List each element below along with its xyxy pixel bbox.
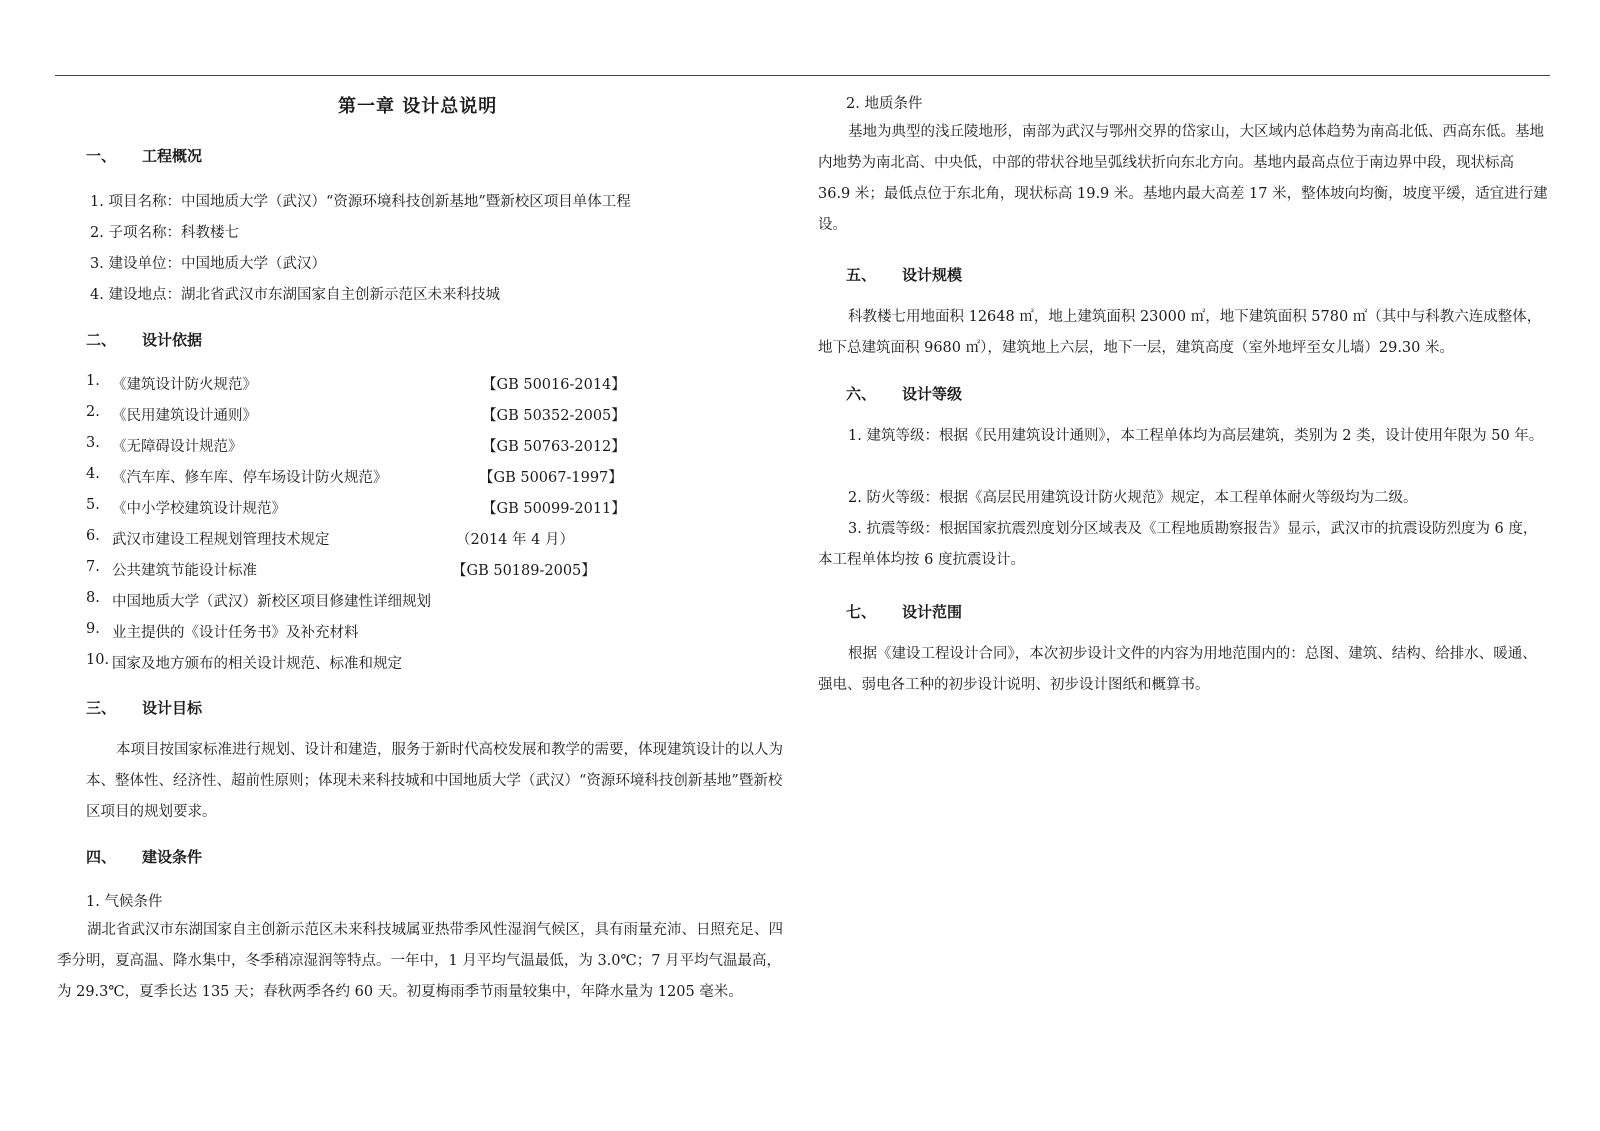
top-rule — [55, 75, 1550, 76]
list-item: 1. 项目名称：中国地质大学（武汉）“资源环境科技创新基地”暨新校区项目单体工程 — [90, 194, 631, 210]
ref-code: 【GB 50099-2011】 — [482, 501, 626, 517]
s7-heading: 设计范围 — [902, 603, 963, 621]
ref-code: 【GB 50189-2005】 — [452, 563, 596, 579]
ref-name: 公共建筑节能设计标准 — [112, 563, 257, 579]
ref-name: 《无障碍设计规范》 — [112, 439, 243, 455]
s3-number: 三、 — [86, 699, 117, 717]
ref-code: 【GB 50067-1997】 — [479, 470, 623, 486]
ref-code: 【GB 50352-2005】 — [482, 408, 626, 424]
ref-code: 【GB 50763-2012】 — [482, 439, 626, 455]
s2-heading: 设计依据 — [142, 331, 203, 349]
s4-number: 四、 — [86, 848, 117, 866]
s4-heading: 建设条件 — [142, 848, 203, 866]
s4-climate-title: 1. 气候条件 — [86, 894, 163, 910]
ref-number: 5. — [86, 497, 100, 513]
ref-name: 中国地质大学（武汉）新校区项目修建性详细规划 — [112, 594, 431, 610]
s6-paragraph: 3. 抗震等级：根据国家抗震烈度划分区域表及《工程地质勘察报告》显示，武汉市的抗震设防烈度为 6 度，本工程单体均按 6 度抗震设计。 — [818, 521, 1538, 568]
ref-number: 1. — [86, 373, 100, 389]
ref-name: 武汉市建设工程规划管理技术规定 — [112, 532, 330, 548]
ref-code: （2014 年 4 月） — [456, 532, 574, 548]
s7-number: 七、 — [846, 603, 877, 621]
ref-number: 9. — [86, 621, 100, 637]
s4-climate-paragraph: 湖北省武汉市东湖国家自主创新示范区未来科技城属亚热带季风性湿润气候区，具有雨量充沛、日照充足、四季分明，夏高温、降水集中，冬季稍凉湿润等特点。一年中，1 月平均气温最低，为 3.0℃；7 月平均气温最高，为 29.3℃，夏季长达 135 天；春秋两季各约 60 天。初夏梅雨季节雨量较集中，年降水量为 1205 毫米。 — [57, 922, 783, 1000]
list-item: 4. 建设地点：湖北省武汉市东湖国家自主创新示范区未来科技城 — [90, 287, 500, 303]
ref-name: 《汽车库、修车库、停车场设计防火规范》 — [112, 470, 388, 486]
s4-geology-title: 2. 地质条件 — [846, 96, 923, 112]
s3-heading: 设计目标 — [142, 699, 203, 717]
ref-name: 《民用建筑设计通则》 — [112, 408, 257, 424]
ref-number: 10. — [86, 652, 110, 668]
s5-paragraph: 科教楼七用地面积 12648 ㎡，地上建筑面积 23000 ㎡，地下建筑面积 5780 ㎡（其中与科教六连成整体，地下总建筑面积 9680 ㎡），建筑地上六层，地下一层，建筑高度（室外地坪至女儿墙）29.30 米。 — [818, 309, 1542, 356]
ref-number: 2. — [86, 404, 100, 420]
s6-heading: 设计等级 — [902, 385, 963, 403]
s6-number: 六、 — [846, 385, 877, 403]
s7-paragraph: 根据《建设工程设计合同》，本次初步设计文件的内容为用地范围内的：总图、建筑、结构、给排水、暖通、强电、弱电各工种的初步设计说明、初步设计图纸和概算书。 — [818, 646, 1537, 693]
ref-number: 4. — [86, 466, 100, 482]
ref-name: 《建筑设计防火规范》 — [112, 377, 257, 393]
s4-geology-paragraph: 基地为典型的浅丘陵地形，南部为武汉与鄂州交界的岱家山，大区域内总体趋势为南高北低、西高东低。基地内地势为南北高、中央低，中部的带状谷地呈弧线状折向东北方向。基地内最高点位于南边界中段，现状标高 36.9 米；最低点位于东北角，现状标高 19.9 米。基地内最大高差 17 米，整体坡向均衡，坡度平缓，适宜进行建设。 — [818, 124, 1548, 233]
s5-heading: 设计规模 — [902, 266, 963, 284]
s2-number: 二、 — [86, 331, 117, 349]
ref-number: 3. — [86, 435, 100, 451]
ref-name: 国家及地方颁布的相关设计规范、标准和规定 — [112, 656, 402, 672]
ref-number: 7. — [86, 559, 100, 575]
list-item: 3. 建设单位：中国地质大学（武汉） — [90, 256, 326, 272]
s6-paragraph: 1. 建筑等级：根据《民用建筑设计通则》，本工程单体均为高层建筑，类别为 2 类，设计使用年限为 50 年。 — [848, 428, 1544, 444]
ref-number: 8. — [86, 590, 100, 606]
s6-paragraph: 2. 防火等级：根据《高层民用建筑设计防火规范》规定，本工程单体耐火等级均为二级。 — [848, 490, 1418, 506]
s5-number: 五、 — [846, 266, 877, 284]
ref-name: 《中小学校建筑设计规范》 — [112, 501, 286, 517]
ref-code: 【GB 50016-2014】 — [482, 377, 626, 393]
ref-number: 6. — [86, 528, 100, 544]
s1-heading: 工程概况 — [142, 147, 203, 165]
ref-name: 业主提供的《设计任务书》及补充材料 — [112, 625, 359, 641]
list-item: 2. 子项名称：科教楼七 — [90, 225, 239, 241]
chapter-title: 第一章 设计总说明 — [338, 96, 498, 117]
s1-number: 一、 — [86, 147, 117, 165]
s3-paragraph: 本项目按国家标准进行规划、设计和建造，服务于新时代高校发展和教学的需要，体现建筑设计的以人为本、整体性、经济性、超前性原则；体现未来科技城和中国地质大学（武汉）“资源环境科技创新基地”暨新校区项目的规划要求。 — [86, 742, 783, 820]
